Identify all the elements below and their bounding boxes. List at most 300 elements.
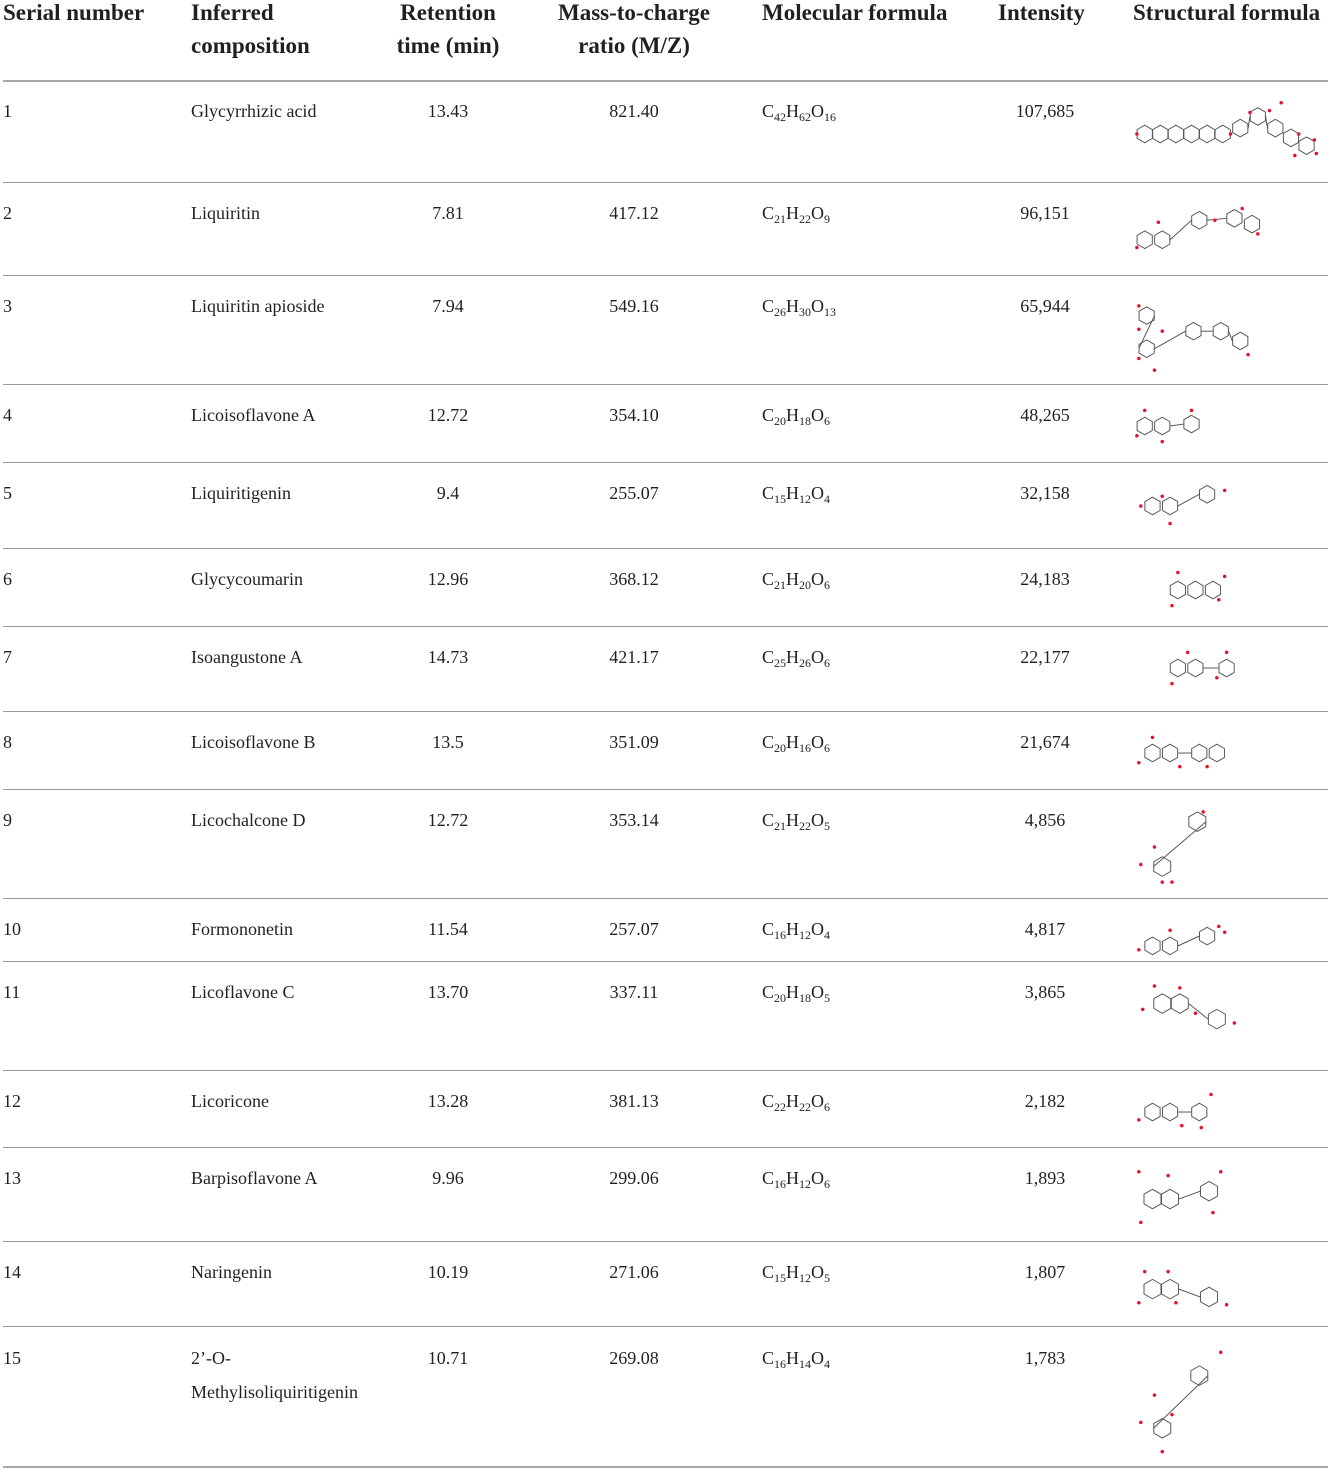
structure-drawing bbox=[1133, 644, 1328, 694]
formula-subscript: 62 bbox=[799, 110, 812, 124]
oxygen-atom bbox=[1248, 111, 1252, 115]
formula-subscript: 13 bbox=[824, 305, 837, 319]
composition-cell bbox=[191, 803, 305, 837]
linker-bond bbox=[1266, 116, 1268, 128]
molecular-formula-cell bbox=[762, 975, 830, 1009]
table-row bbox=[0, 912, 1331, 975]
intensity-cell: 4,856 bbox=[1024, 810, 1066, 830]
composition-line: Liquiritin apioside bbox=[191, 296, 325, 316]
oxygen-atom bbox=[1176, 571, 1180, 575]
oxygen-atom bbox=[1223, 489, 1227, 493]
formula-element: O bbox=[811, 101, 825, 121]
mz-cell: 368.12 bbox=[609, 569, 659, 589]
oxygen-atom bbox=[1223, 575, 1227, 579]
composition-line: Glycycoumarin bbox=[191, 569, 303, 589]
retention-time-cell: 13.5 bbox=[432, 732, 464, 752]
ring bbox=[1144, 1189, 1161, 1209]
retention-time-cell: 7.81 bbox=[432, 203, 464, 223]
oxygen-atom bbox=[1160, 880, 1164, 884]
formula-subscript: 22 bbox=[774, 1100, 787, 1114]
molecular-formula-cell bbox=[762, 289, 836, 323]
linker-bond bbox=[1207, 218, 1226, 220]
table-row bbox=[0, 640, 1331, 725]
formula-element: O bbox=[811, 1091, 825, 1111]
formula-subscript: 18 bbox=[799, 991, 812, 1005]
oxygen-atom bbox=[1157, 220, 1161, 224]
oxygen-atom bbox=[1153, 1393, 1157, 1397]
oxygen-atom bbox=[1137, 327, 1141, 331]
licoisoflavone-a-structure-icon bbox=[1133, 402, 1328, 452]
mz-cell: 269.08 bbox=[609, 1348, 659, 1368]
formula-subscript: 12 bbox=[799, 1177, 812, 1191]
ring bbox=[1153, 125, 1168, 143]
structure-drawing bbox=[1133, 200, 1328, 260]
ring bbox=[1154, 1419, 1171, 1439]
licoricone-structure-icon bbox=[1133, 1088, 1328, 1138]
retention-time-cell: 9.96 bbox=[432, 1168, 464, 1188]
serial-number-cell: 15 bbox=[3, 1348, 21, 1368]
ring bbox=[1188, 659, 1203, 677]
ring bbox=[1162, 1103, 1177, 1121]
ring bbox=[1233, 119, 1248, 137]
oxygen-atom bbox=[1233, 1021, 1237, 1025]
oxygen-atom bbox=[1160, 440, 1164, 444]
formula-subscript: 6 bbox=[824, 578, 831, 592]
oxygen-atom bbox=[1166, 1174, 1170, 1178]
linker-bond bbox=[1179, 1191, 1200, 1199]
header-inferred-composition-line-2: composition bbox=[191, 33, 310, 58]
formula-subscript: 22 bbox=[799, 212, 812, 226]
composition-line: Barpisoflavone A bbox=[191, 1168, 318, 1188]
molecular-formula-cell bbox=[762, 398, 830, 432]
formula-subscript: 15 bbox=[774, 1271, 787, 1285]
oxygen-atom bbox=[1297, 132, 1301, 136]
formula-subscript: 22 bbox=[799, 819, 812, 833]
formula-element: H bbox=[786, 647, 800, 667]
ring bbox=[1145, 744, 1160, 762]
formula-element: C bbox=[762, 1091, 775, 1111]
composition-cell bbox=[191, 912, 293, 946]
oxygen-atom bbox=[1178, 986, 1182, 990]
linker-bond bbox=[1170, 424, 1183, 426]
ring bbox=[1186, 322, 1201, 340]
glycycoumarin-structure-icon bbox=[1133, 566, 1328, 616]
oxygen-atom bbox=[1139, 504, 1143, 508]
retention-time-cell: 13.28 bbox=[427, 1091, 469, 1111]
composition-cell bbox=[191, 1341, 358, 1409]
mz-cell: 353.14 bbox=[609, 810, 659, 830]
composition-line: Licoricone bbox=[191, 1091, 269, 1111]
table-row bbox=[0, 803, 1331, 912]
serial-number-cell: 6 bbox=[3, 569, 12, 589]
row-rule bbox=[3, 1147, 1328, 1148]
formula-subscript: 6 bbox=[824, 741, 831, 755]
oxygen-atom bbox=[1137, 304, 1141, 308]
linker-bond bbox=[1178, 936, 1199, 946]
formula-subscript: 9 bbox=[824, 212, 831, 226]
mz-cell: 255.07 bbox=[609, 483, 659, 503]
formula-element: H bbox=[786, 732, 800, 752]
oxygen-atom bbox=[1213, 218, 1217, 222]
formula-element: O bbox=[811, 919, 825, 939]
ring bbox=[1171, 994, 1188, 1014]
table-row bbox=[0, 94, 1331, 196]
structure-drawing bbox=[1133, 94, 1328, 174]
composition-line: Licoisoflavone B bbox=[191, 732, 316, 752]
formula-element: C bbox=[762, 919, 775, 939]
structure-drawing bbox=[1133, 1345, 1328, 1455]
serial-number-cell: 8 bbox=[3, 732, 12, 752]
formula-subscript: 6 bbox=[824, 1100, 831, 1114]
formula-element: O bbox=[811, 569, 825, 589]
oxygen-atom bbox=[1209, 1093, 1213, 1097]
oxygen-atom bbox=[1160, 1450, 1164, 1454]
formula-subscript: 20 bbox=[774, 414, 787, 428]
molecular-formula-cell bbox=[762, 1084, 830, 1118]
mz-cell: 299.06 bbox=[609, 1168, 659, 1188]
intensity-cell: 1,783 bbox=[1024, 1348, 1066, 1368]
mz-cell: 257.07 bbox=[609, 919, 659, 939]
structure-drawing bbox=[1133, 807, 1328, 887]
formula-element: C bbox=[762, 483, 775, 503]
composition-cell bbox=[191, 476, 291, 510]
intensity-cell: 2,182 bbox=[1024, 1091, 1066, 1111]
ring bbox=[1191, 1366, 1208, 1386]
ring bbox=[1199, 927, 1214, 945]
linker-bond bbox=[1178, 494, 1199, 506]
formula-element: H bbox=[786, 1091, 800, 1111]
formula-subscript: 12 bbox=[799, 1271, 812, 1285]
formula-element: O bbox=[811, 1262, 825, 1282]
licochalcone-d-structure-icon bbox=[1133, 807, 1328, 887]
oxygen-atom bbox=[1217, 598, 1221, 602]
molecular-formula-cell bbox=[762, 476, 830, 510]
oxygen-atom bbox=[1170, 604, 1174, 608]
formula-subscript: 21 bbox=[774, 212, 787, 226]
formula-element: H bbox=[786, 810, 800, 830]
ring bbox=[1233, 332, 1248, 350]
oxygen-atom bbox=[1153, 845, 1157, 849]
ring bbox=[1170, 659, 1185, 677]
ring bbox=[1227, 210, 1242, 228]
oxygen-atom bbox=[1223, 930, 1227, 934]
formula-element: H bbox=[786, 1262, 800, 1282]
formula-subscript: 26 bbox=[799, 656, 812, 670]
serial-number-cell: 1 bbox=[3, 101, 12, 121]
oxygen-atom bbox=[1160, 329, 1164, 333]
oxygen-atom bbox=[1268, 109, 1272, 113]
row-rule bbox=[3, 1070, 1328, 1071]
formula-element: O bbox=[811, 483, 825, 503]
table-row bbox=[0, 398, 1331, 476]
structure-drawing bbox=[1133, 916, 1328, 966]
retention-time-cell: 12.72 bbox=[427, 405, 469, 425]
composition-cell bbox=[191, 289, 324, 323]
ring bbox=[1137, 417, 1152, 435]
ring bbox=[1184, 125, 1199, 143]
oxygen-atom bbox=[1170, 880, 1174, 884]
formula-subscript: 4 bbox=[824, 928, 831, 942]
formula-subscript: 26 bbox=[774, 305, 787, 319]
ring bbox=[1162, 744, 1177, 762]
mz-cell: 271.06 bbox=[609, 1262, 659, 1282]
ring bbox=[1184, 415, 1199, 433]
oxygen-atom bbox=[1205, 765, 1209, 769]
oxygen-atom bbox=[1160, 494, 1164, 498]
mz-cell: 351.09 bbox=[609, 732, 659, 752]
serial-number-cell: 13 bbox=[3, 1168, 21, 1188]
composition-cell bbox=[191, 196, 260, 230]
molecular-formula-cell bbox=[762, 1255, 830, 1289]
intensity-cell: 4,817 bbox=[1024, 919, 1066, 939]
serial-number-cell: 12 bbox=[3, 1091, 21, 1111]
row-rule bbox=[3, 1466, 1328, 1468]
oxygen-atom bbox=[1143, 409, 1147, 413]
oxygen-atom bbox=[1137, 357, 1141, 361]
oxygen-atom bbox=[1137, 948, 1141, 952]
ring bbox=[1189, 812, 1206, 832]
mz-cell: 417.12 bbox=[609, 203, 659, 223]
formula-element: H bbox=[786, 1168, 800, 1188]
formula-element: H bbox=[786, 101, 800, 121]
table-row bbox=[0, 1255, 1331, 1340]
table-row bbox=[0, 1084, 1331, 1161]
isoangustone-a-structure-icon bbox=[1133, 644, 1328, 694]
oxygen-atom bbox=[1168, 929, 1172, 933]
structure-drawing bbox=[1133, 1088, 1328, 1138]
molecular-formula-cell bbox=[762, 94, 836, 128]
intensity-cell: 1,893 bbox=[1024, 1168, 1066, 1188]
intensity-cell: 96,151 bbox=[1020, 203, 1070, 223]
composition-cell bbox=[191, 94, 316, 128]
header-retention-time bbox=[347, 0, 549, 62]
composition-line: Licoisoflavone A bbox=[191, 405, 316, 425]
retention-time-cell: 12.96 bbox=[427, 569, 469, 589]
formula-element: O bbox=[811, 1348, 825, 1368]
oxygen-atom bbox=[1201, 810, 1205, 814]
oxygen-atom bbox=[1256, 232, 1260, 236]
oxygen-atom bbox=[1139, 863, 1143, 867]
ring bbox=[1215, 125, 1230, 143]
composition-cell bbox=[191, 725, 315, 759]
oxygen-atom bbox=[1219, 1350, 1223, 1354]
retention-time-cell: 7.94 bbox=[432, 296, 464, 316]
formula-subscript: 18 bbox=[799, 414, 812, 428]
formula-subscript: 5 bbox=[824, 1271, 831, 1285]
ring bbox=[1155, 417, 1170, 435]
mz-cell: 821.40 bbox=[609, 101, 659, 121]
formula-subscript: 21 bbox=[774, 578, 787, 592]
header-retention-time-line-1: Retention bbox=[400, 0, 496, 25]
row-rule bbox=[3, 275, 1328, 276]
ring bbox=[1213, 322, 1228, 340]
formula-subscript: 4 bbox=[824, 1357, 831, 1371]
header-retention-time-line-2: time (min) bbox=[396, 33, 500, 58]
formula-subscript: 20 bbox=[774, 741, 787, 755]
row-rule bbox=[3, 789, 1328, 790]
formula-subscript: 16 bbox=[799, 741, 812, 755]
composition-line: Liquiritigenin bbox=[191, 483, 291, 503]
ring bbox=[1268, 119, 1283, 137]
row-rule bbox=[3, 384, 1328, 385]
composition-line: Formononetin bbox=[191, 919, 293, 939]
formula-subscript: 5 bbox=[824, 991, 831, 1005]
formula-subscript: 6 bbox=[824, 414, 831, 428]
ring bbox=[1162, 937, 1177, 955]
ring bbox=[1137, 125, 1152, 143]
ring bbox=[1145, 937, 1160, 955]
barpisoflavone-a-structure-icon bbox=[1133, 1165, 1328, 1235]
oxygen-atom bbox=[1153, 984, 1157, 988]
ring bbox=[1208, 1009, 1225, 1029]
formula-element: H bbox=[786, 296, 800, 316]
licoisoflavone-b-structure-icon bbox=[1133, 729, 1328, 779]
serial-number-cell: 11 bbox=[3, 982, 21, 1002]
table-row bbox=[0, 476, 1331, 562]
intensity-cell: 48,265 bbox=[1020, 405, 1070, 425]
licoflavone-c-structure-icon bbox=[1133, 979, 1328, 1069]
linker-bond bbox=[1248, 116, 1250, 128]
table-row bbox=[0, 289, 1331, 398]
molecular-formula-cell bbox=[762, 1341, 830, 1375]
ring bbox=[1299, 137, 1314, 155]
formononetin-structure-icon bbox=[1133, 916, 1328, 966]
oxygen-atom bbox=[1225, 651, 1229, 655]
oxygen-atom bbox=[1246, 353, 1250, 357]
liquiritin-structure-icon bbox=[1133, 200, 1328, 260]
row-rule bbox=[3, 711, 1328, 712]
oxygen-atom bbox=[1174, 1301, 1178, 1305]
formula-element: C bbox=[762, 732, 775, 752]
oxygen-atom bbox=[1178, 765, 1182, 769]
row-rule bbox=[3, 961, 1328, 962]
serial-number-cell: 4 bbox=[3, 405, 12, 425]
retention-time-cell: 13.70 bbox=[427, 982, 469, 1002]
composition-line: Glycyrrhizic acid bbox=[191, 101, 317, 121]
table-row bbox=[0, 725, 1331, 803]
mz-cell: 421.17 bbox=[609, 647, 659, 667]
intensity-cell: 22,177 bbox=[1020, 647, 1070, 667]
ring bbox=[1192, 1103, 1207, 1121]
oxygen-atom bbox=[1141, 1008, 1145, 1012]
oxygen-atom bbox=[1170, 682, 1174, 686]
formula-element: C bbox=[762, 101, 775, 121]
oxygen-atom bbox=[1137, 1170, 1141, 1174]
structure-drawing bbox=[1133, 480, 1328, 530]
serial-number-cell: 14 bbox=[3, 1262, 21, 1282]
formula-subscript: 30 bbox=[799, 305, 812, 319]
mz-cell: 354.10 bbox=[609, 405, 659, 425]
formula-element: C bbox=[762, 1262, 775, 1282]
row-rule bbox=[3, 548, 1328, 549]
ring bbox=[1137, 231, 1152, 249]
oxygen-atom bbox=[1166, 1270, 1170, 1274]
formula-subscript: 12 bbox=[799, 928, 812, 942]
intensity-cell: 24,183 bbox=[1020, 569, 1070, 589]
formula-subscript: 14 bbox=[799, 1357, 812, 1371]
oxygen-atom bbox=[1229, 132, 1233, 136]
formula-element: H bbox=[786, 919, 800, 939]
formula-subscript: 6 bbox=[824, 656, 831, 670]
formula-element: C bbox=[762, 569, 775, 589]
linker-bond bbox=[1155, 331, 1186, 349]
ring bbox=[1155, 231, 1170, 249]
ring bbox=[1219, 659, 1234, 677]
oxygen-atom bbox=[1139, 1221, 1143, 1225]
molecular-formula-cell bbox=[762, 1161, 830, 1195]
oxygen-atom bbox=[1170, 1413, 1174, 1417]
oxygen-atom bbox=[1215, 676, 1219, 680]
structure-drawing bbox=[1133, 979, 1328, 1069]
intensity-cell: 3,865 bbox=[1024, 982, 1066, 1002]
2-o-methylisoliquiritigenin-structure-icon bbox=[1133, 1345, 1328, 1455]
ring bbox=[1144, 1279, 1161, 1299]
linker-bond bbox=[1170, 220, 1191, 240]
oxygen-atom bbox=[1194, 1012, 1198, 1016]
oxygen-atom bbox=[1168, 522, 1172, 526]
composition-cell bbox=[191, 1084, 269, 1118]
formula-element: O bbox=[811, 810, 825, 830]
header-molecular-formula: Molecular formula bbox=[762, 0, 948, 25]
row-rule bbox=[3, 1326, 1328, 1327]
row-rule bbox=[3, 462, 1328, 463]
ring bbox=[1192, 211, 1207, 229]
ring bbox=[1145, 1103, 1160, 1121]
oxygen-atom bbox=[1135, 246, 1139, 250]
formula-element: O bbox=[811, 296, 825, 316]
formula-subscript: 42 bbox=[774, 110, 787, 124]
retention-time-cell: 11.54 bbox=[428, 919, 468, 939]
ring bbox=[1145, 497, 1160, 515]
formula-element: H bbox=[786, 1348, 800, 1368]
header-rule bbox=[3, 80, 1328, 82]
ring bbox=[1250, 108, 1265, 126]
formula-element: C bbox=[762, 203, 775, 223]
mz-cell: 381.13 bbox=[609, 1091, 659, 1111]
formula-element: H bbox=[786, 483, 800, 503]
ring bbox=[1283, 129, 1298, 147]
molecular-formula-cell bbox=[762, 803, 830, 837]
composition-cell bbox=[191, 398, 315, 432]
table-row bbox=[0, 562, 1331, 640]
ring bbox=[1170, 581, 1185, 599]
composition-cell bbox=[191, 1255, 272, 1289]
serial-number-cell: 10 bbox=[3, 919, 21, 939]
oxygen-atom bbox=[1186, 651, 1190, 655]
ring bbox=[1162, 1189, 1179, 1209]
composition-line: Isoangustone A bbox=[191, 647, 303, 667]
molecular-formula-cell bbox=[762, 640, 830, 674]
mz-cell: 337.11 bbox=[609, 982, 659, 1002]
oxygen-atom bbox=[1313, 138, 1317, 142]
oxygen-atom bbox=[1180, 1124, 1184, 1128]
retention-time-cell: 9.4 bbox=[436, 483, 460, 503]
intensity-cell: 107,685 bbox=[1015, 101, 1075, 121]
structure-drawing bbox=[1133, 729, 1328, 779]
ring bbox=[1244, 215, 1259, 233]
formula-element: H bbox=[786, 203, 800, 223]
formula-element: O bbox=[811, 405, 825, 425]
ring bbox=[1199, 125, 1214, 143]
formula-subscript: 20 bbox=[799, 578, 812, 592]
intensity-cell: 1,807 bbox=[1024, 1262, 1066, 1282]
formula-subscript: 5 bbox=[824, 819, 831, 833]
linker-bond bbox=[1153, 1376, 1208, 1429]
retention-time-cell: 12.72 bbox=[427, 810, 469, 830]
oxygen-atom bbox=[1190, 409, 1194, 413]
row-rule bbox=[3, 182, 1328, 183]
retention-time-cell: 10.71 bbox=[427, 1348, 469, 1368]
